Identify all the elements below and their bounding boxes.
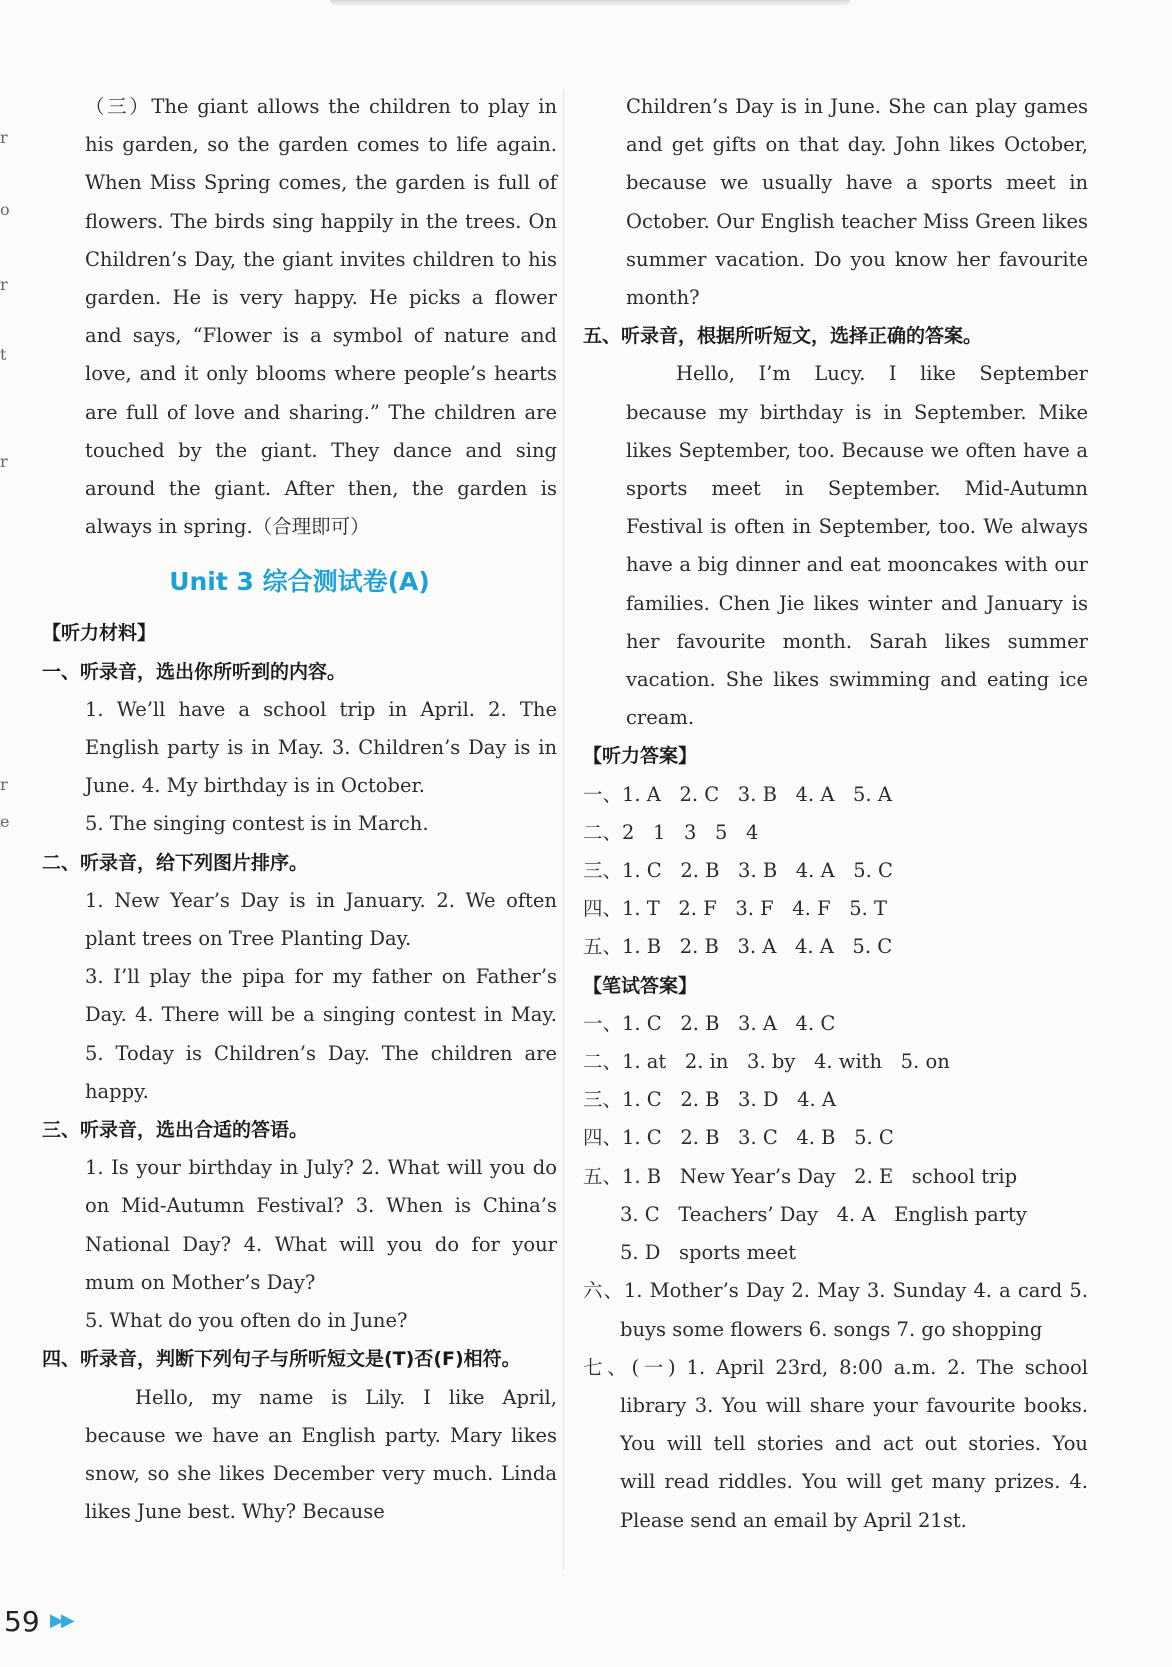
section-4-text: Hello, my name is Lily. I like April, because we have an English party. Mary likes snow, so she likes December very much. Linda likes June best. Why? Because: [85, 1385, 557, 1524]
section-1-title: 一、听录音，选出你所听到的内容。: [42, 660, 347, 683]
edge-mark: r: [0, 775, 8, 794]
written-answer-2: 二、1. at 2. in 3. by 4. with 5. on: [583, 1050, 950, 1074]
section-2-text-1: 1. New Year’s Day is in January. 2. We often plant trees on Tree Planting Day.: [85, 888, 557, 951]
written-answer-5-line-2: 3. C Teachers’ Day 4. A English party: [620, 1202, 1027, 1226]
written-answer-6: 六、1. Mother’s Day 2. May 3. Sunday 4. a card 5. buys some flowers 6. songs 7. go shopping: [583, 1279, 1088, 1341]
edge-mark: r: [0, 452, 8, 471]
edge-mark: r: [0, 128, 8, 147]
edge-mark: t: [0, 345, 7, 364]
listening-answer-2: 二、2 1 3 5 4: [583, 820, 759, 844]
section-2-title: 二、听录音，给下列图片排序。: [42, 851, 309, 874]
right-column: [583, 88, 1088, 1540]
section-1-text: 1. We’ll have a school trip in April. 2. The English party is in May. 3. Children’s Day is in June. 4. My birthday is in October.: [85, 697, 557, 798]
written-answer-5: 五、1. B New Year’s Day 2. E school trip: [583, 1164, 1018, 1188]
page-arrow-icon: ▶▶: [50, 1610, 72, 1631]
section-3-title: 三、听录音，选出合适的答语。: [42, 1119, 309, 1142]
written-answers-header: 【笔试答案】: [583, 974, 698, 997]
section-4-title-text: 四、听录音，判断下列句子与所听短文是(T)否(F)相符。: [42, 1348, 521, 1371]
section-4-continued: Children’s Day is in June. She can play games and get gifts on that day. John likes October, because we usually have a sports meet in October. Our English teacher Miss Green likes summer vacation. Do you know her favourite month?: [626, 95, 1088, 310]
section-2-text-2: 3. I’ll play the pipa for my father on Father’s Day. 4. There will be a singing contest in May. 5. Today is Children’s Day. The children are happy.: [85, 965, 557, 1103]
written-answer-3: 三、1. C 2. B 3. D 4. A: [583, 1088, 836, 1112]
left-column: [42, 88, 557, 1531]
unit-title: Unit 3 综合测试卷(A): [169, 567, 430, 597]
edge-mark: o: [0, 200, 10, 219]
section-5-title: 五、听录音，根据所听短文，选择正确的答案。: [583, 325, 983, 348]
section-1-last: 5. The singing contest is in March.: [85, 812, 429, 836]
listening-answer-1: 一、1. A 2. C 3. B 4. A 5. A: [583, 782, 892, 806]
edge-mark: e: [0, 812, 10, 831]
story-paragraph: （三）The giant allows the children to play in his garden, so the garden comes to life again. When Miss Spring comes, the garden is full of flowers. The birds sing happily in the trees. On Children’s Day, the giant invites children to his garden. He is very happy. He picks a flower and says, “Flower is a symbol of nature and love, and it only blooms where people’s hearts are full of love and sharing.” The children are touched by the giant. They dance and sing around the giant. After then, the garden is always in spring.（合理即可）: [85, 95, 557, 539]
listening-answer-4: 四、1. T 2. F 3. F 4. F 5. T: [583, 897, 888, 921]
section-3-last: 5. What do you often do in June?: [85, 1309, 408, 1333]
listening-answer-3: 三、1. C 2. B 3. B 4. A 5. C: [583, 859, 893, 883]
listening-material-header: 【听力材料】: [42, 622, 157, 645]
listening-answer-5: 五、1. B 2. B 3. A 4. A 5. C: [583, 935, 893, 959]
page-top-shadow: [330, 0, 850, 6]
written-answer-7: 七、(一) 1. April 23rd, 8:00 a.m. 2. The school library 3. You will share your favourite books. You will tell stories and act out stories. You will read riddles. You will get many prizes. 4. Please send an email by April 21st.: [583, 1355, 1088, 1532]
listening-answers-header: 【听力答案】: [583, 745, 698, 768]
written-answer-5-line-3: 5. D sports meet: [620, 1241, 797, 1265]
written-answer-1: 一、1. C 2. B 3. A 4. C: [583, 1011, 836, 1035]
section-4-title: [42, 1340, 557, 1378]
edge-mark: r: [0, 275, 8, 294]
section-5-text: Hello, I’m Lucy. I like September because my birthday is in September. Mike likes September, too. Because we often have a sports meet in September. Mid-Autumn Festival is often in September, too. We always have a big dinner and eat mooncakes with our families. Chen Jie likes winter and January is her favourite month. Sarah likes summer vacation. She likes swimming and eating ice cream.: [626, 362, 1088, 730]
page-number: 59: [4, 1605, 40, 1638]
written-answer-4: 四、1. C 2. B 3. C 4. B 5. C: [583, 1126, 894, 1150]
section-3-text: 1. Is your birthday in July? 2. What will you do on Mid-Autumn Festival? 3. When is China’s National Day? 4. What will you do for your mum on Mother’s Day?: [85, 1156, 557, 1294]
column-divider: [563, 90, 564, 1570]
